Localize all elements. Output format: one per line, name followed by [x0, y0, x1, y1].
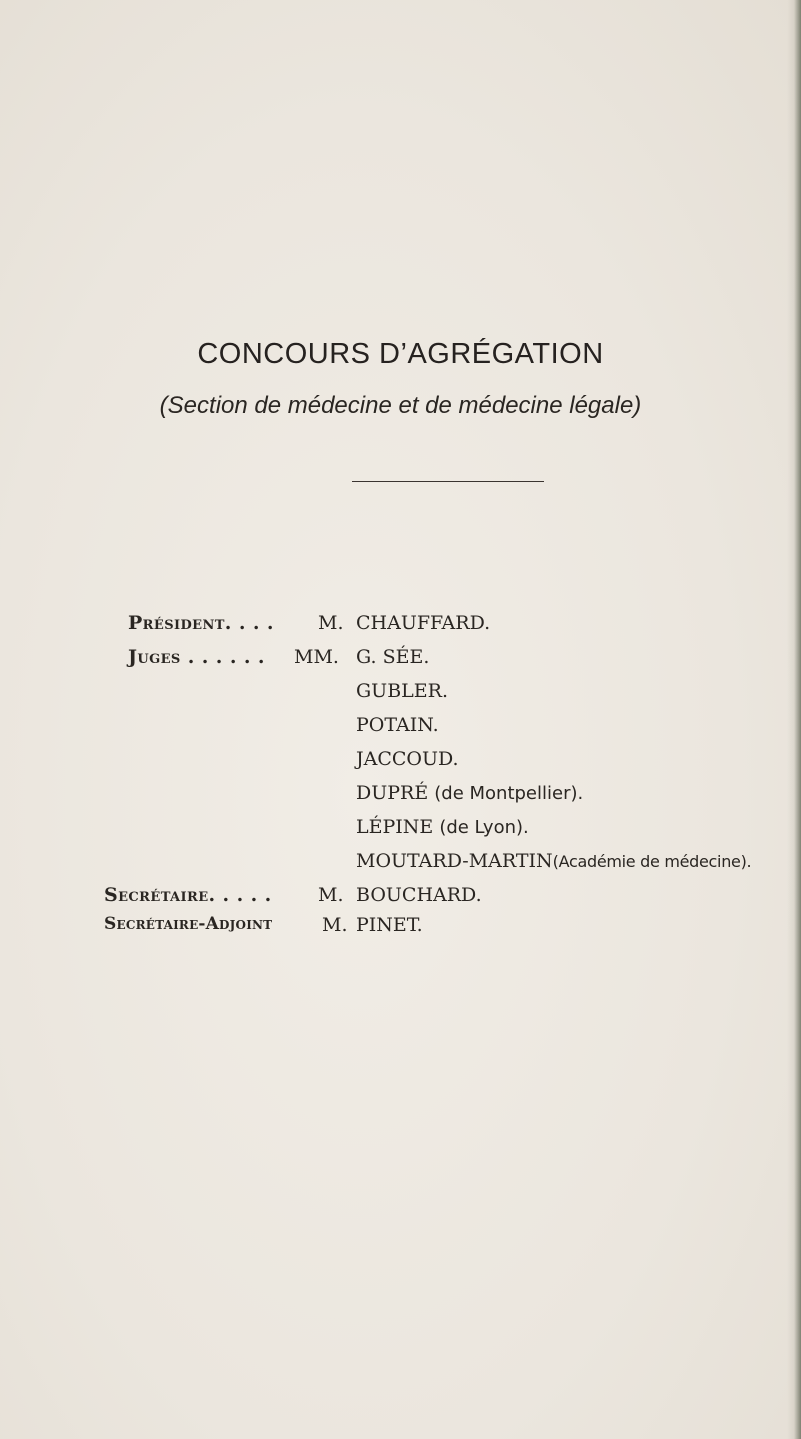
juge-name [356, 748, 459, 770]
juge-name [356, 646, 429, 668]
roster-row-juge [0, 680, 801, 714]
juge-name-text: MOUTARD-MARTIN [356, 850, 553, 872]
roster-row-juge [0, 748, 801, 782]
secretaire-name: BOUCHARD. [356, 884, 482, 906]
honorific: M. [322, 914, 348, 936]
roster-row-juge [0, 714, 801, 748]
juge-name [356, 782, 583, 804]
juge-affiliation: (de Montpellier). [434, 783, 584, 804]
roster-row-president [0, 612, 801, 646]
document-title: CONCOURS D’AGRÉGATION [197, 338, 604, 370]
role-president: Président. . . . [128, 612, 274, 634]
juge-name-text: GUBLER. [356, 680, 448, 702]
secretaire-adjoint-name: PINET. [356, 914, 423, 936]
juge-affiliation: (de Lyon). [439, 817, 529, 838]
role-secretaire-adjoint: Secrétaire-Adjoint [104, 914, 273, 934]
juge-name [356, 816, 529, 838]
honorific: M. [318, 612, 344, 634]
juge-name [356, 680, 448, 702]
juge-name-text: DUPRÉ [356, 782, 435, 804]
juge-affiliation: (Académie de médecine). [552, 852, 752, 871]
honorific: M. [318, 884, 344, 906]
juge-name [356, 850, 751, 872]
juge-name-text: G. SÉE. [356, 646, 430, 668]
president-name: CHAUFFARD. [356, 612, 491, 634]
document-subtitle: (Section de médecine et de médecine légale) [159, 392, 642, 419]
juge-name-text: JACCOUD. [356, 748, 459, 770]
role-juges: Juges . . . . . . [128, 646, 265, 668]
honorific: MM. [294, 646, 339, 668]
juge-name-text: POTAIN. [356, 714, 439, 736]
roster-row-secretaire-adjoint [0, 914, 801, 948]
roster-row-secretaire [0, 884, 801, 918]
roster-row-juge [0, 850, 801, 884]
juge-name-text: LÉPINE [356, 816, 440, 838]
roster-row-juge [0, 782, 801, 816]
roster-row-juges [0, 646, 801, 680]
roster-row-juge [0, 816, 801, 850]
role-secretaire: Secrétaire. . . . . [104, 884, 272, 906]
juge-name [356, 714, 439, 736]
